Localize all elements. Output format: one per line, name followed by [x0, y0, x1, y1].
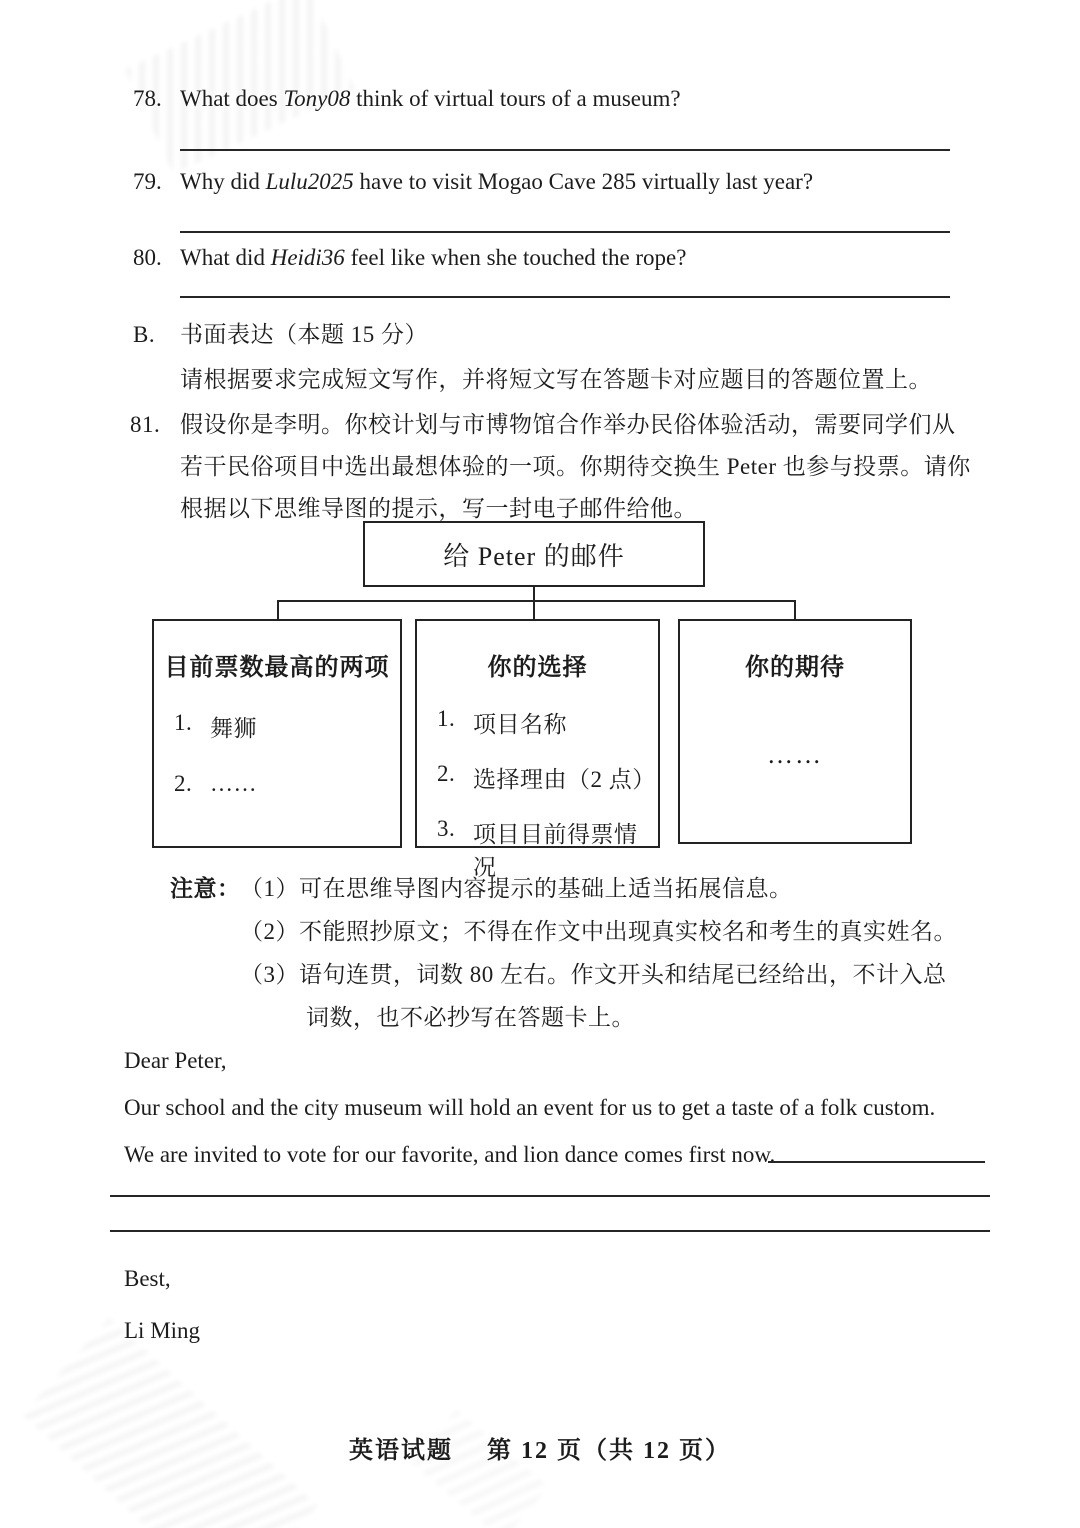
mindmap-item: 3. 项目目前得票情况: [437, 816, 638, 880]
note-3-line-2: 词数，也不必抄写在答题卡上。: [306, 1005, 635, 1030]
mindmap-box-your-choice: [415, 619, 660, 880]
letter-signature: Li Ming: [124, 1318, 201, 1343]
mindmap-connector-horizontal: [277, 600, 796, 602]
section-b-heading: [133, 320, 428, 350]
mindmap-box-your-expectation-title: 你的期待: [745, 655, 845, 681]
letter-salutation: Dear Peter,: [124, 1048, 227, 1073]
question-80-number: 80.: [133, 245, 162, 270]
letter-blank-inline[interactable]: [768, 1161, 985, 1163]
question-78-number: 78.: [133, 86, 162, 111]
scan-smudge-bottom-left: [22, 1318, 317, 1528]
note-1: （1）可在思维导图内容提示的基础上适当拓展信息。: [240, 876, 793, 901]
question-81-number: 81.: [130, 412, 161, 437]
mindmap-box-top-voted: [152, 619, 402, 848]
footer-exam-title: 英语试题: [349, 1438, 453, 1464]
scan-smudge-bottom-center: [412, 1410, 549, 1528]
mindmap-item: 1. 项目名称: [437, 706, 567, 737]
mindmap-connector-center: [533, 587, 535, 619]
username-heidi36: Heidi36: [270, 245, 345, 270]
mindmap-ellipsis: ……: [767, 740, 823, 769]
page-footer: [0, 1430, 1080, 1465]
mindmap-box-top-voted-title: 目前票数最高的两项: [164, 655, 390, 681]
mindmap-item: 2. 选择理由（2 点）: [437, 761, 656, 792]
username-lulu2025: Lulu2025: [265, 169, 354, 194]
letter-body-line-2: We are invited to vote for our favorite, and lion dance comes first now.: [124, 1142, 776, 1167]
mindmap-box-your-choice-title: 你的选择: [487, 655, 588, 681]
mindmap-root-box: [363, 521, 705, 587]
letter-body-line-1: Our school and the city museum will hold an event for us to get a taste of a folk custom.: [124, 1095, 936, 1120]
note-2: （2）不能照抄原文；不得在作文中出现真实校名和考生的真实姓名。: [240, 919, 957, 944]
question-81-line-3: 根据以下思维导图的提示，写一封电子邮件给他。: [180, 496, 697, 521]
question-79-text: Why did Lulu2025 have to visit Mogao Cave 285 virtually last year?: [180, 169, 814, 194]
notes-label: 注意：: [170, 876, 241, 901]
section-b-title: 书面表达（本题 15 分）: [180, 322, 428, 347]
section-b-number: B.: [133, 322, 156, 347]
letter-closing: Best,: [124, 1266, 171, 1291]
question-80: [133, 243, 686, 273]
answer-line-80[interactable]: [180, 296, 950, 298]
question-78-text: What does Tony08 think of virtual tours of a museum?: [180, 86, 681, 111]
footer-page-number: 第 12 页（共 12 页）: [487, 1438, 731, 1464]
question-79: [133, 167, 813, 197]
mindmap-item: 2. ……: [174, 771, 257, 796]
mindmap-box-your-expectation: [678, 619, 912, 844]
letter-blank-line-2[interactable]: [110, 1230, 990, 1232]
question-79-number: 79.: [133, 169, 162, 194]
question-80-text: What did Heidi36 feel like when she touched the rope?: [180, 245, 687, 270]
letter-blank-line-1[interactable]: [110, 1195, 990, 1197]
answer-line-78[interactable]: [180, 149, 950, 151]
question-81-line-2: 若干民俗项目中选出最想体验的一项。你期待交换生 Peter 也参与投票。请你: [180, 454, 971, 479]
section-b-instruction: 请根据要求完成短文写作，并将短文写在答题卡对应题目的答题位置上。: [180, 367, 932, 392]
mindmap-connector-left: [277, 600, 279, 619]
answer-line-79[interactable]: [180, 231, 950, 233]
question-81-line-1: 假设你是李明。你校计划与市博物馆合作举办民俗体验活动，需要同学们从: [180, 412, 956, 437]
mindmap-connector-right: [794, 600, 796, 619]
mindmap-root-label: 给 Peter 的邮件: [443, 541, 625, 571]
username-tony08: Tony08: [283, 86, 351, 111]
note-3-line-1: （3）语句连贯，词数 80 左右。作文开头和结尾已经给出，不计入总: [240, 962, 947, 987]
mindmap-item: 1. 舞狮: [174, 710, 257, 741]
question-78: [133, 84, 681, 114]
